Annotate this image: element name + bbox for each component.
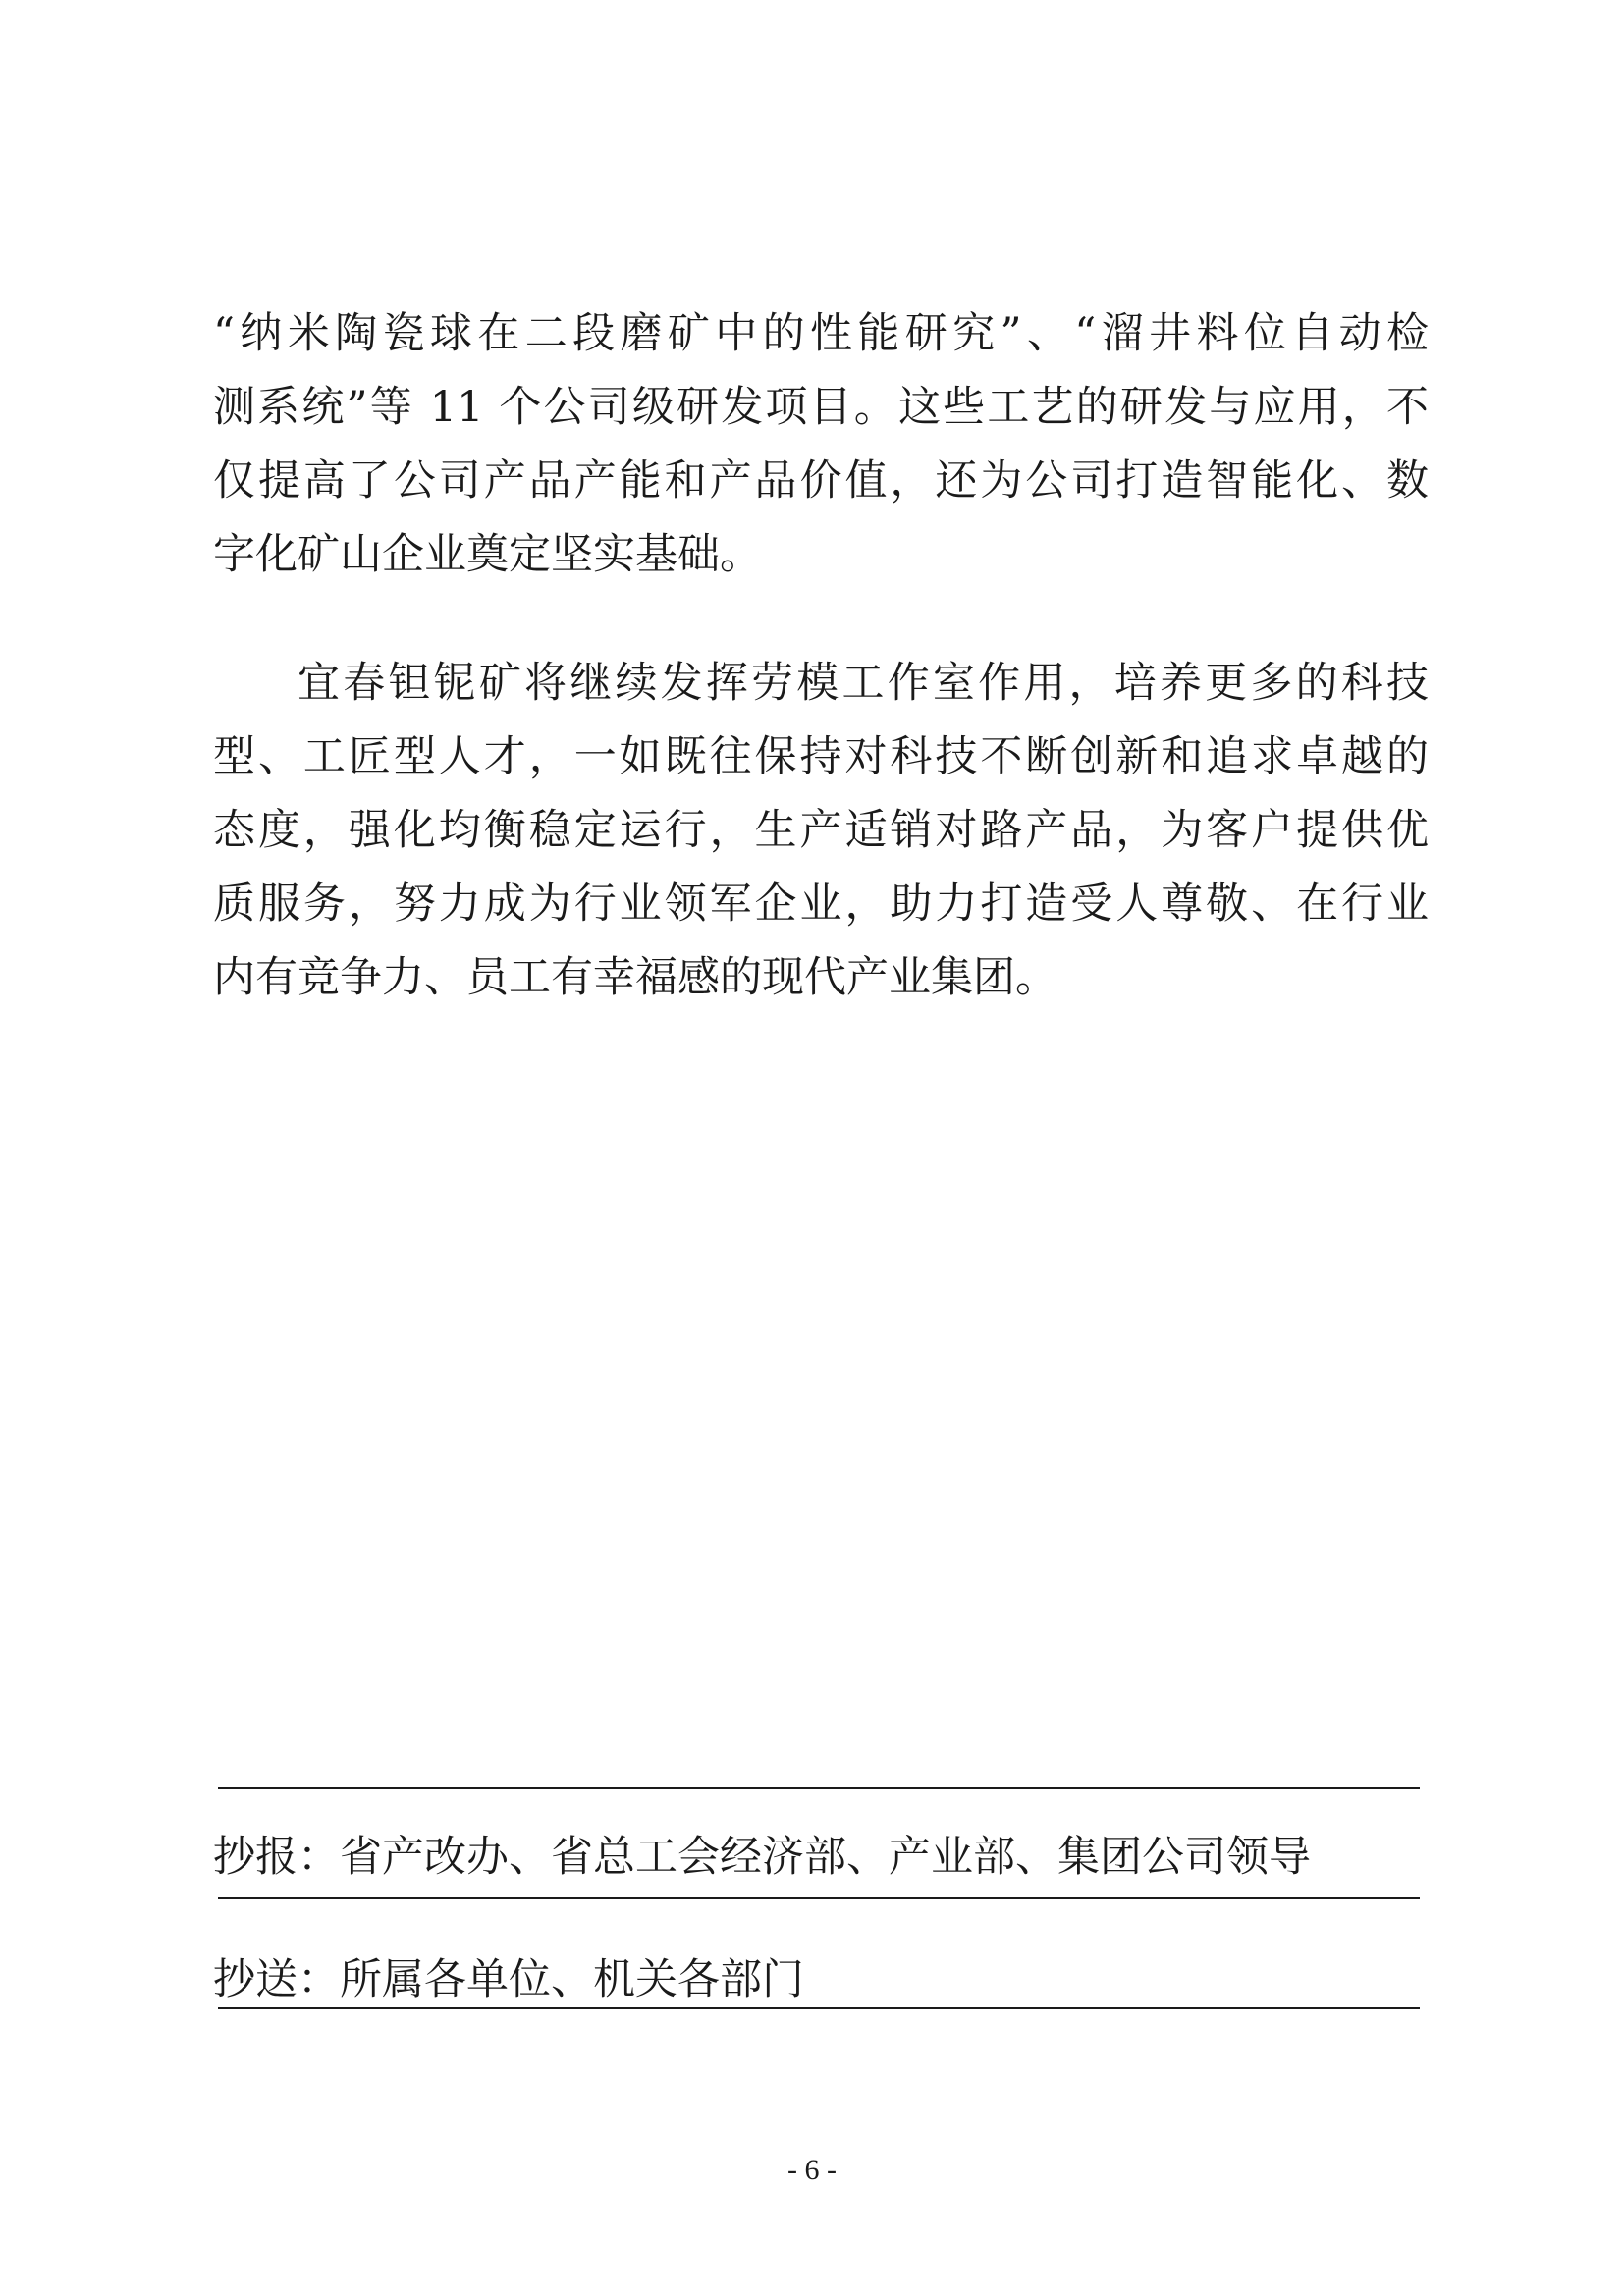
paragraph-line: 字化矿山企业奠定坚实基础。 xyxy=(213,530,762,579)
copy-to-line: 抄送：所属各单位、机关各部门 xyxy=(213,1955,804,2004)
paragraph-line: 质服务，努力成为行业领军企业，助力打造受人尊敬、在行业 xyxy=(213,880,1429,929)
paragraph-line: 型、工匠型人才，一如既往保持对科技不断创新和追求卓越的 xyxy=(213,732,1429,781)
divider-middle xyxy=(218,1897,1420,1899)
paragraph-line: “纳米陶瓷球在二段磨矿中的性能研究”、“溜井料位自动检 xyxy=(213,309,1429,358)
paragraph-future-plans xyxy=(213,647,1429,1015)
paragraph-line: 态度，强化均衡稳定运行，生产适销对路产品，为客户提供优 xyxy=(213,806,1429,855)
paragraph-research-projects xyxy=(213,297,1429,592)
page-number: - 6 - xyxy=(787,2154,837,2186)
divider-bottom xyxy=(218,2007,1420,2009)
paragraph-line: 仅提高了公司产品产能和产品价值，还为公司打造智能化、数 xyxy=(213,456,1429,506)
paragraph-line: 内有竞争力、员工有幸福感的现代产业集团。 xyxy=(213,953,1057,1002)
paragraph-line: 宜春钽铌矿将继续发挥劳模工作室作用，培养更多的科技 xyxy=(298,659,1429,708)
paragraph-line: 测系统”等 11 个公司级研发项目。这些工艺的研发与应用，不 xyxy=(213,383,1429,432)
report-to-line: 抄报：省产改办、省总工会经济部、产业部、集团公司领导 xyxy=(213,1833,1311,1882)
divider-top xyxy=(218,1787,1420,1789)
